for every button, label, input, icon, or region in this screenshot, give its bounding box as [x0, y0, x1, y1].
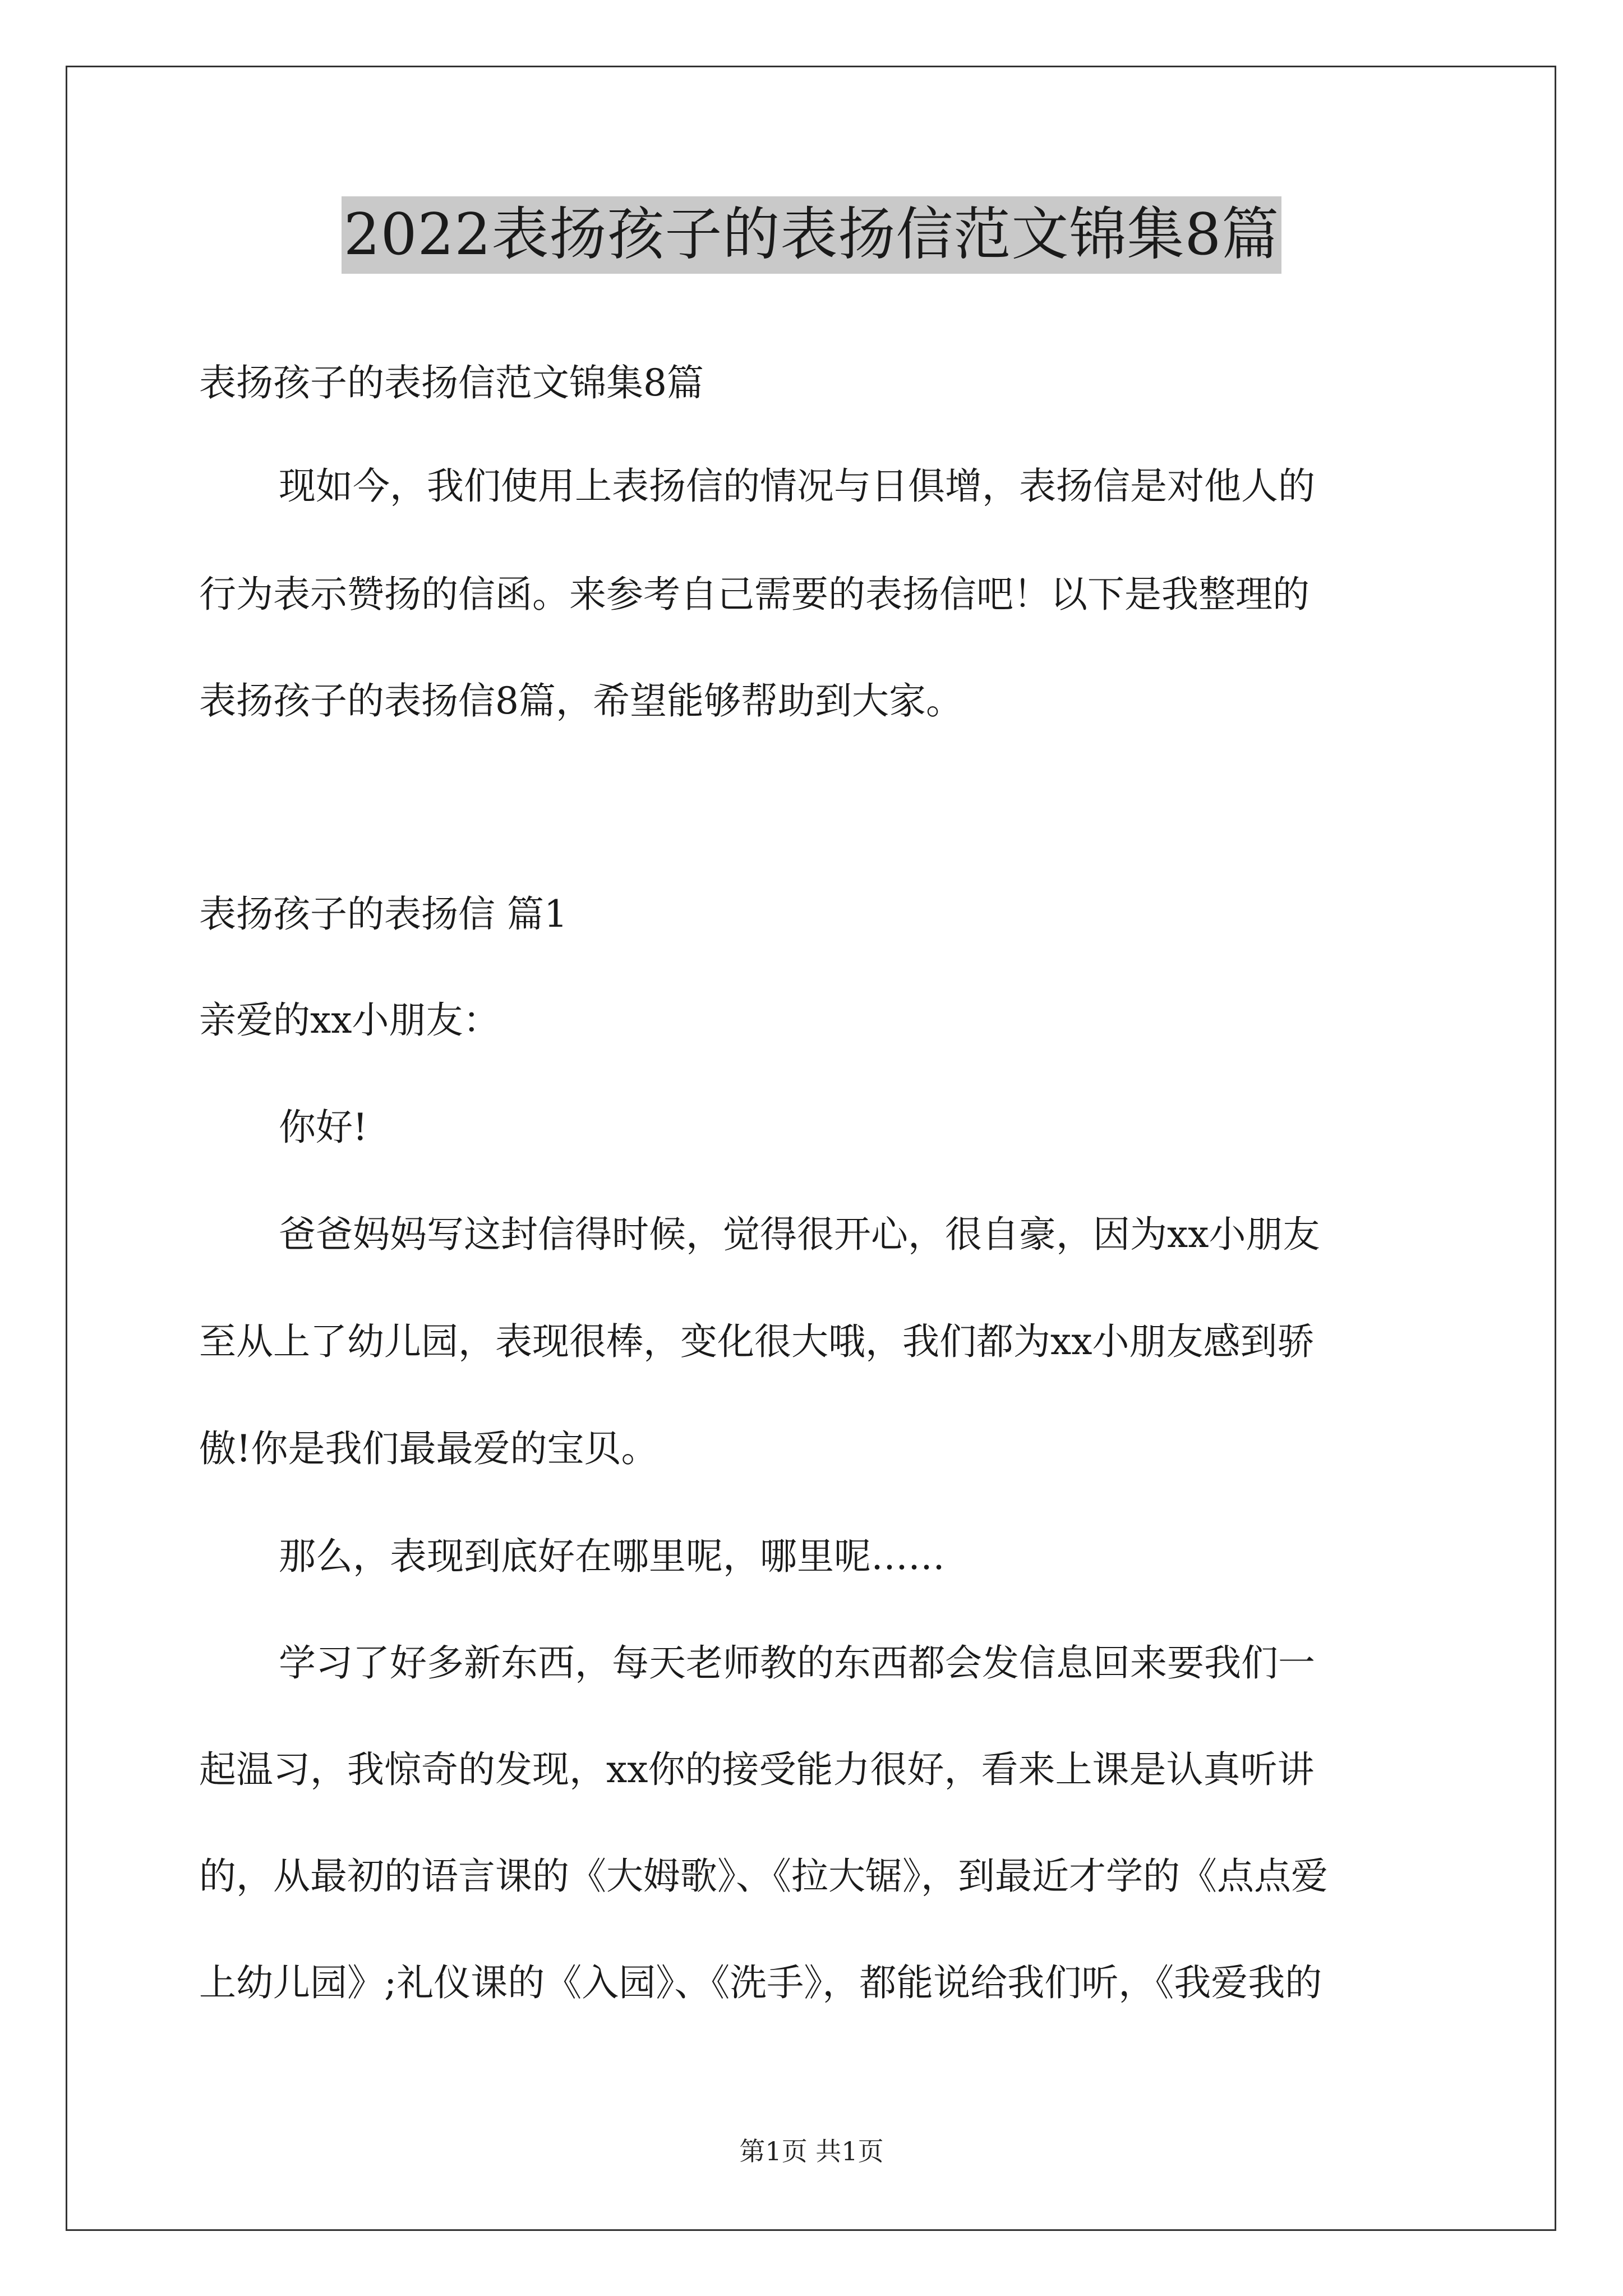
paragraph-line: 的，从最初的语言课的《大姆歌》、《拉大锯》，到最近才学的《点点爱: [199, 1855, 1328, 1898]
document-subtitle: 表扬孩子的表扬信范文锦集8篇: [199, 361, 704, 404]
paragraph-line: 起温习，我惊奇的发现，xx你的接受能力很好，看来上课是认真听讲: [199, 1748, 1315, 1791]
document-title: 2022表扬孩子的表扬信范文锦集8篇: [342, 196, 1281, 274]
paragraph-line: 行为表示赞扬的信函。来参考自己需要的表扬信吧！以下是我整理的: [199, 573, 1310, 616]
title-container: [0, 196, 1623, 274]
salutation: 亲爱的xx小朋友：: [199, 999, 500, 1042]
section-heading: 表扬孩子的表扬信 篇1: [199, 892, 568, 936]
paragraph-line: 上幼儿园》;礼仪课的《入园》、《洗手》，都能说给我们听，《我爱我的: [199, 1961, 1322, 2004]
paragraph-line: 学习了好多新东西，每天老师教的东西都会发信息回来要我们一: [279, 1641, 1315, 1685]
paragraph-line: 现如今，我们使用上表扬信的情况与日俱增，表扬信是对他人的: [279, 464, 1315, 508]
paragraph-line: 表扬孩子的表扬信8篇，希望能够帮助到大家。: [199, 679, 963, 723]
page-number-footer: 第1页 共1页: [739, 2136, 884, 2166]
paragraph-line: 爸爸妈妈写这封信得时候，觉得很开心，很自豪，因为xx小朋友: [279, 1213, 1320, 1256]
greeting: 你好!: [279, 1106, 368, 1149]
paragraph-line: 至从上了幼儿园，表现很棒，变化很大哦，我们都为xx小朋友感到骄: [199, 1320, 1315, 1363]
paragraph-line: 傲!你是我们最最爱的宝贝。: [199, 1427, 658, 1470]
paragraph-line: 那么，表现到底好在哪里呢，哪里呢……: [279, 1535, 945, 1578]
